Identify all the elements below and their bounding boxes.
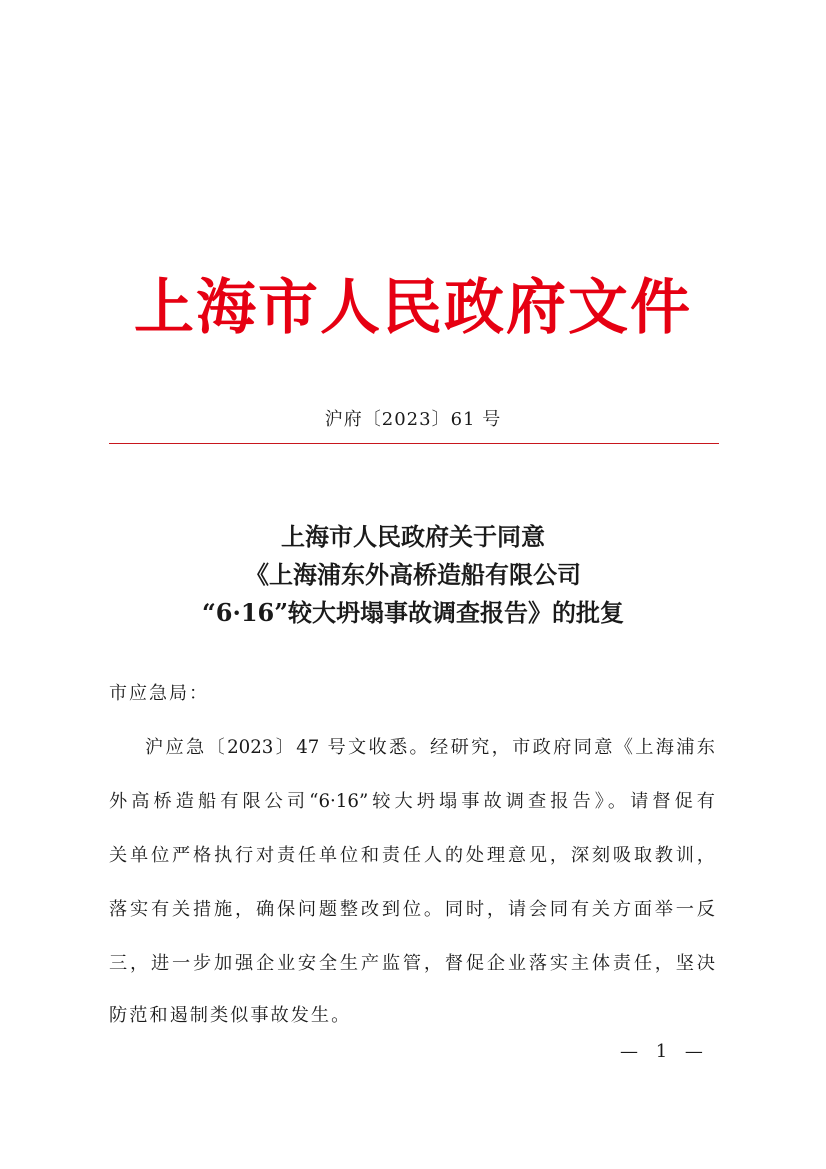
title-line: 《上海浦东外高桥造船有限公司 <box>245 560 581 589</box>
body-paragraph-line: 关单位严格执行对责任单位和责任人的处理意见，深刻吸取教训， <box>109 845 715 866</box>
page-number: — 1 — <box>620 1041 709 1062</box>
document-number: 沪府〔2023〕61 号 <box>324 409 502 430</box>
red-separator-line <box>109 443 719 444</box>
body-paragraph-line: 防范和遏制类似事故发生。 <box>109 1005 352 1026</box>
body-paragraph-line: 沪应急〔2023〕47 号文收悉。经研究，市政府同意《上海浦东 <box>145 737 715 758</box>
salutation: 市应急局： <box>109 683 209 704</box>
body-paragraph-line: 外高桥造船有限公司“6·16”较大坍塌事故调查报告》。请督促有 <box>109 791 715 812</box>
masthead-title: 上海市人民政府文件 <box>134 273 692 343</box>
title-line: “6·16”较大坍塌事故调查报告》的批复 <box>201 598 625 627</box>
body-paragraph-line: 落实有关措施，确保问题整改到位。同时，请会同有关方面举一反 <box>109 899 715 920</box>
title-line: 上海市人民政府关于同意 <box>281 522 545 551</box>
body-paragraph-line: 三，进一步加强企业安全生产监管，督促企业落实主体责任，坚决 <box>109 953 715 974</box>
document-title <box>0 518 826 632</box>
